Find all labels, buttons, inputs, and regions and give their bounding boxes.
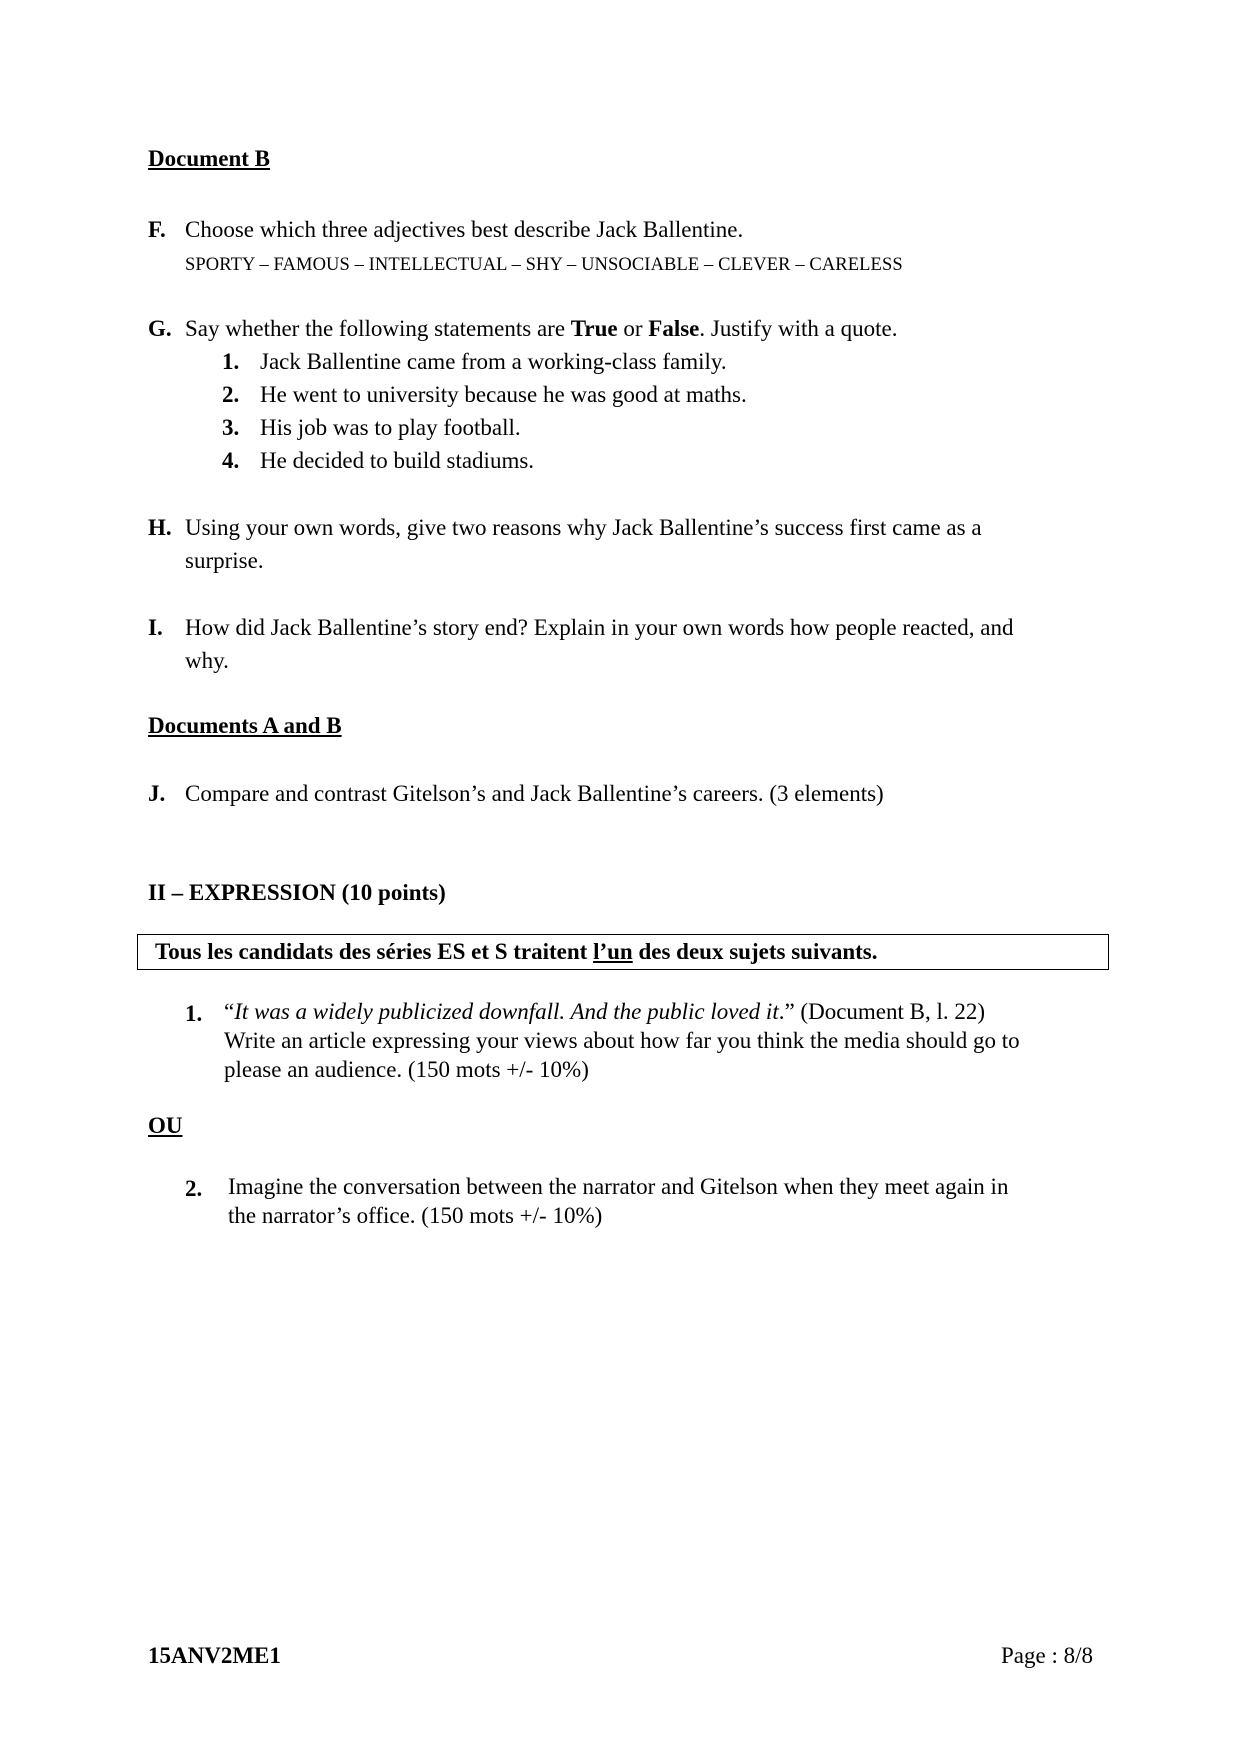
instruction-text: Tous les candidats des séries ES et S traitent l’un des deux sujets suivants.	[155, 939, 878, 964]
section-heading-documents-a-b: Documents A and B	[148, 713, 342, 738]
question-letter-i: I.	[148, 615, 163, 640]
question-letter-h: H.	[148, 515, 172, 540]
or-separator: OU	[148, 1113, 183, 1138]
expression-heading: II – EXPRESSION (10 points)	[148, 880, 446, 905]
subject-1-text: “It was a widely publicized downfall. And the public loved it.” (Document B, l. 22) Write an article expressing your views about how far you think the media should go to please an audience. (150 mots +/- 10%)	[224, 999, 1020, 1082]
list-item: 2.	[222, 382, 240, 407]
statement-text: He went to university because he was good at maths.	[260, 382, 747, 407]
statement-text: Jack Ballentine came from a working-class family.	[260, 349, 727, 374]
instruction-box	[137, 934, 1109, 970]
question-letter-j: J.	[148, 781, 166, 806]
question-j-text: Compare and contrast Gitelson’s and Jack Ballentine’s careers. (3 elements)	[185, 781, 884, 806]
list-item: 1.	[222, 349, 240, 374]
question-letter-g: G.	[148, 316, 172, 341]
section-heading-document-b: Document B	[148, 146, 271, 171]
subject-number-2: 2.	[185, 1176, 203, 1201]
page-number: Page : 8/8	[1001, 1643, 1093, 1668]
statement-text: His job was to play football.	[260, 415, 521, 440]
question-h-text: Using your own words, give two reasons why Jack Ballentine’s success first came as a surprise.	[185, 515, 982, 573]
subject-2-text: Imagine the conversation between the narrator and Gitelson when they meet again in the narrator’s office. (150 mots +/- 10%)	[228, 1174, 1009, 1228]
adjective-list: SPORTY – FAMOUS – INTELLECTUAL – SHY – UNSOCIABLE – CLEVER – CARELESS	[185, 255, 903, 275]
question-letter-f: F.	[148, 217, 166, 242]
subject-number-1: 1.	[185, 1001, 203, 1026]
statement-text: He decided to build stadiums.	[260, 448, 535, 473]
underlined-word: l’un	[593, 939, 633, 964]
false-word: False	[648, 316, 700, 341]
true-word: True	[570, 316, 618, 341]
list-item: 4.	[222, 448, 240, 473]
question-i-text: How did Jack Ballentine’s story end? Explain in your own words how people reacted, and why.	[185, 615, 1014, 673]
quote-text: It was a widely publicized downfall. And the public loved it	[234, 999, 779, 1024]
question-g-text: Say whether the following statements are True or False. Justify with a quote.	[185, 316, 898, 341]
list-item: 3.	[222, 415, 240, 440]
question-f-text: Choose which three adjectives best describe Jack Ballentine.	[185, 217, 744, 242]
exam-code: 15ANV2ME1	[148, 1643, 281, 1668]
